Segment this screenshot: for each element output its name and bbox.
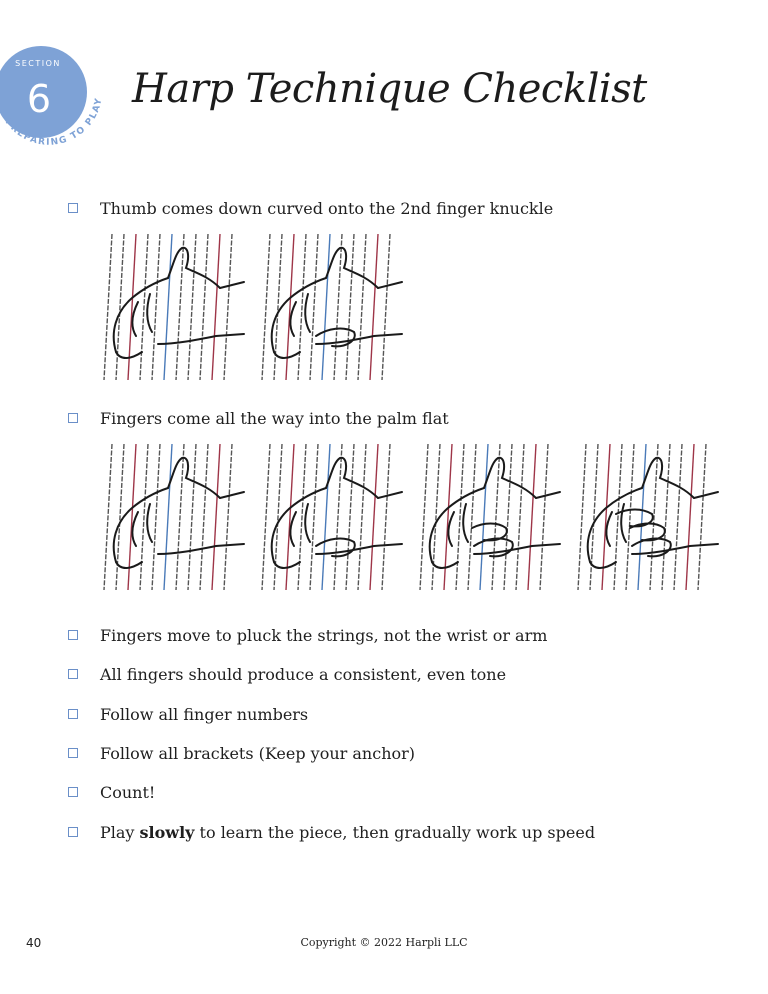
harp-hand-illustration: [256, 442, 406, 592]
copyright: Copyright © 2022 Harpli LLC: [300, 936, 468, 949]
checklist-item[interactable]: [68, 662, 506, 686]
harp-string: [698, 444, 706, 590]
harp-string: [262, 444, 270, 590]
harp-string: [322, 444, 330, 590]
harp-string: [540, 444, 548, 590]
harp-string: [662, 444, 670, 590]
section-number: 6: [26, 77, 52, 121]
harp-string: [382, 444, 390, 590]
harp-string: [164, 234, 172, 380]
checkbox[interactable]: [68, 413, 78, 423]
harp-string: [104, 234, 112, 380]
checklist-item[interactable]: [68, 702, 308, 726]
page-title: Harp Technique Checklist: [132, 66, 647, 112]
harp-string: [638, 444, 646, 590]
harp-string: [310, 444, 318, 590]
harp-string: [528, 444, 536, 590]
section-badge: [0, 28, 112, 154]
checkbox[interactable]: [68, 748, 78, 758]
emphasis-slowly: slowly: [139, 822, 195, 842]
page-number: 40: [26, 936, 42, 950]
harp-string: [152, 234, 160, 380]
checklist-item[interactable]: [68, 196, 553, 220]
hand-drawing: [430, 458, 560, 568]
hand-drawing: [272, 458, 402, 568]
harp-string: [188, 444, 196, 590]
harp-hand-illustration: [572, 442, 722, 592]
harp-string: [358, 234, 366, 380]
harp-string: [578, 444, 586, 590]
checklist-item-text: Follow all finger numbers: [100, 704, 309, 724]
checklist-item[interactable]: [68, 406, 449, 430]
checklist-item-text: All fingers should produce a consistent, even tone: [100, 664, 507, 684]
hand-drawing: [114, 458, 244, 568]
harp-string: [104, 444, 112, 590]
checklist-item-text: Play slowly to learn the piece, then gradually work up speed: [100, 822, 596, 842]
checklist-item[interactable]: [68, 820, 595, 844]
harp-string: [262, 234, 270, 380]
harp-string: [188, 234, 196, 380]
harp-hand-illustration: [98, 442, 248, 592]
harp-string: [516, 444, 524, 590]
checkbox[interactable]: [68, 709, 78, 719]
harp-string: [152, 444, 160, 590]
harp-string: [322, 234, 330, 380]
checkbox[interactable]: [68, 203, 78, 213]
harp-string: [164, 444, 172, 590]
harp-string: [370, 234, 378, 380]
harp-string: [358, 444, 366, 590]
hand-drawing: [114, 248, 244, 358]
harp-string: [224, 444, 232, 590]
checklist-item[interactable]: [68, 741, 415, 765]
checklist-item-text: Follow all brackets (Keep your anchor): [100, 743, 416, 763]
harp-string: [504, 444, 512, 590]
harp-string: [346, 444, 354, 590]
harp-string: [420, 444, 428, 590]
harp-string: [212, 444, 220, 590]
checkbox[interactable]: [68, 827, 78, 837]
checklist-item[interactable]: [68, 623, 547, 647]
section-arc-text: PREPARING TO PLAY: [2, 96, 105, 148]
checkbox[interactable]: [68, 630, 78, 640]
harp-string: [370, 444, 378, 590]
harp-hand-illustration: [414, 442, 564, 592]
checklist-item-text: Count!: [100, 782, 156, 802]
harp-string: [212, 234, 220, 380]
checklist-item-text: Fingers move to pluck the strings, not the wrist or arm: [100, 625, 548, 645]
checkbox[interactable]: [68, 787, 78, 797]
harp-hand-illustration: [98, 232, 248, 382]
harp-string: [480, 444, 488, 590]
hand-drawing: [588, 458, 718, 568]
harp-string: [224, 234, 232, 380]
harp-string: [686, 444, 694, 590]
hand-drawing: [272, 248, 402, 358]
harp-hand-illustration: [256, 232, 406, 382]
checkbox[interactable]: [68, 669, 78, 679]
checklist-item-text: Fingers come all the way into the palm flat: [100, 408, 449, 428]
harp-string: [200, 234, 208, 380]
harp-string: [346, 234, 354, 380]
checklist-item[interactable]: [68, 780, 155, 804]
harp-string: [626, 444, 634, 590]
harp-string: [310, 234, 318, 380]
harp-string: [674, 444, 682, 590]
harp-string: [468, 444, 476, 590]
harp-string: [382, 234, 390, 380]
checklist-item-text: Thumb comes down curved onto the 2nd finger knuckle: [100, 198, 554, 218]
section-label: SECTION: [15, 59, 61, 68]
harp-string: [200, 444, 208, 590]
